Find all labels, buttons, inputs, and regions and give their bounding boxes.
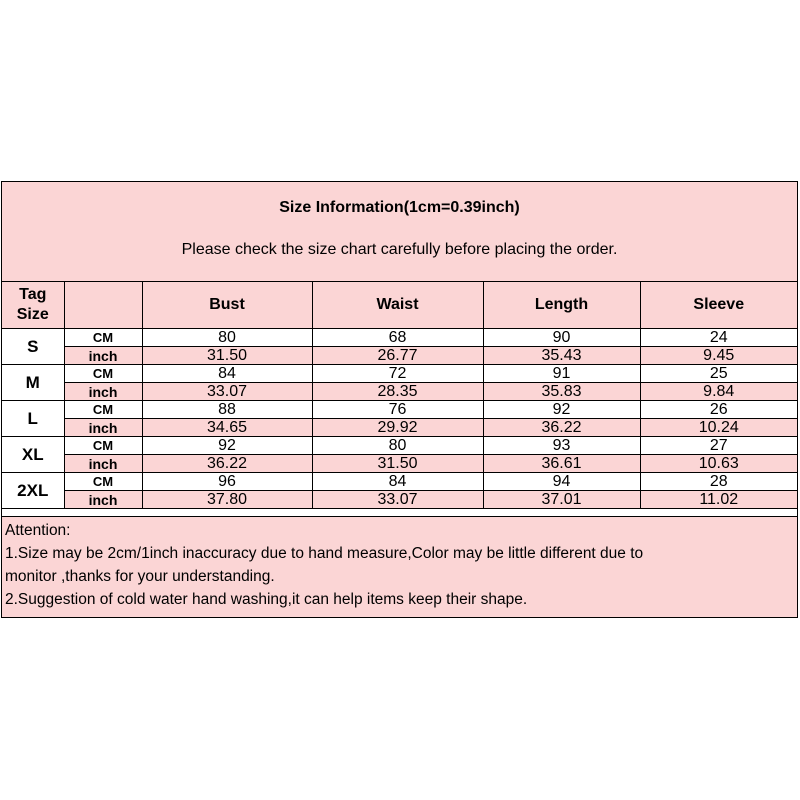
tag-header-line2: Size (16, 306, 49, 323)
table-row-inch (2, 419, 797, 437)
cell-sleeve-cm: 27 (640, 437, 797, 455)
size-tag: S (2, 329, 64, 365)
cell-bust-cm: 84 (142, 365, 312, 383)
unit-label-cm: CM (64, 329, 142, 347)
cell-length-cm: 91 (483, 365, 640, 383)
unit-header (64, 282, 142, 329)
column-header-sleeve: Sleeve (640, 282, 797, 329)
table-row-inch (2, 347, 797, 365)
cell-bust-inch: 33.07 (142, 383, 312, 401)
size-tag: L (2, 401, 64, 437)
cell-length-cm: 90 (483, 329, 640, 347)
size-table (2, 282, 797, 509)
table-row-inch (2, 383, 797, 401)
unit-label-inch: inch (64, 383, 142, 401)
unit-label-inch: inch (64, 347, 142, 365)
cell-bust-inch: 34.65 (142, 419, 312, 437)
cell-bust-cm: 88 (142, 401, 312, 419)
table-row-inch (2, 455, 797, 473)
column-header-bust: Bust (142, 282, 312, 329)
cell-waist-inch: 26.77 (312, 347, 483, 365)
cell-bust-cm: 96 (142, 473, 312, 491)
cell-sleeve-cm: 24 (640, 329, 797, 347)
cell-waist-cm: 80 (312, 437, 483, 455)
cell-bust-inch: 36.22 (142, 455, 312, 473)
chart-title: Size Information(1cm=0.39inch) (279, 199, 520, 216)
table-row-cm (2, 473, 797, 491)
attention-line-2: monitor ,thanks for your understanding. (5, 568, 275, 585)
cell-sleeve-inch: 11.02 (640, 491, 797, 509)
cell-length-inch: 36.22 (483, 419, 640, 437)
cell-waist-cm: 84 (312, 473, 483, 491)
table-row-cm (2, 437, 797, 455)
attention-notes (2, 516, 797, 617)
table-header-row (2, 282, 797, 329)
tag-header-line1: Tag (19, 286, 47, 303)
tag-size-header (2, 282, 64, 329)
cell-length-inch: 35.43 (483, 347, 640, 365)
attention-heading: Attention: (5, 522, 71, 539)
unit-label-cm: CM (64, 437, 142, 455)
cell-bust-inch: 37.80 (142, 491, 312, 509)
unit-label-cm: CM (64, 365, 142, 383)
cell-bust-cm: 92 (142, 437, 312, 455)
cell-waist-inch: 28.35 (312, 383, 483, 401)
cell-waist-cm: 76 (312, 401, 483, 419)
cell-waist-cm: 68 (312, 329, 483, 347)
cell-sleeve-inch: 9.45 (640, 347, 797, 365)
attention-line-1: 1.Size may be 2cm/1inch inaccuracy due to hand measure,Color may be little different due to (5, 545, 644, 562)
size-tag: 2XL (2, 473, 64, 509)
chart-header (2, 182, 797, 282)
cell-sleeve-inch: 10.63 (640, 455, 797, 473)
chart-subtitle: Please check the size chart carefully before placing the order. (181, 241, 618, 258)
cell-waist-inch: 29.92 (312, 419, 483, 437)
cell-waist-cm: 72 (312, 365, 483, 383)
cell-length-cm: 92 (483, 401, 640, 419)
table-row-cm (2, 329, 797, 347)
unit-label-cm: CM (64, 473, 142, 491)
size-chart (1, 181, 798, 618)
cell-sleeve-cm: 25 (640, 365, 797, 383)
cell-length-inch: 35.83 (483, 383, 640, 401)
cell-sleeve-inch: 10.24 (640, 419, 797, 437)
cell-bust-cm: 80 (142, 329, 312, 347)
table-row-cm (2, 401, 797, 419)
cell-waist-inch: 33.07 (312, 491, 483, 509)
cell-length-cm: 93 (483, 437, 640, 455)
unit-label-inch: inch (64, 419, 142, 437)
size-tag: M (2, 365, 64, 401)
size-tag: XL (2, 437, 64, 473)
cell-length-inch: 37.01 (483, 491, 640, 509)
cell-length-cm: 94 (483, 473, 640, 491)
column-header-length: Length (483, 282, 640, 329)
cell-sleeve-cm: 26 (640, 401, 797, 419)
unit-label-inch: inch (64, 491, 142, 509)
unit-label-cm: CM (64, 401, 142, 419)
cell-sleeve-inch: 9.84 (640, 383, 797, 401)
cell-bust-inch: 31.50 (142, 347, 312, 365)
cell-length-inch: 36.61 (483, 455, 640, 473)
table-row-inch (2, 491, 797, 509)
unit-label-inch: inch (64, 455, 142, 473)
table-body (2, 329, 797, 509)
attention-line-3: 2.Suggestion of cold water hand washing,it can help items keep their shape. (5, 591, 528, 608)
cell-sleeve-cm: 28 (640, 473, 797, 491)
cell-waist-inch: 31.50 (312, 455, 483, 473)
column-header-waist: Waist (312, 282, 483, 329)
table-row-cm (2, 365, 797, 383)
